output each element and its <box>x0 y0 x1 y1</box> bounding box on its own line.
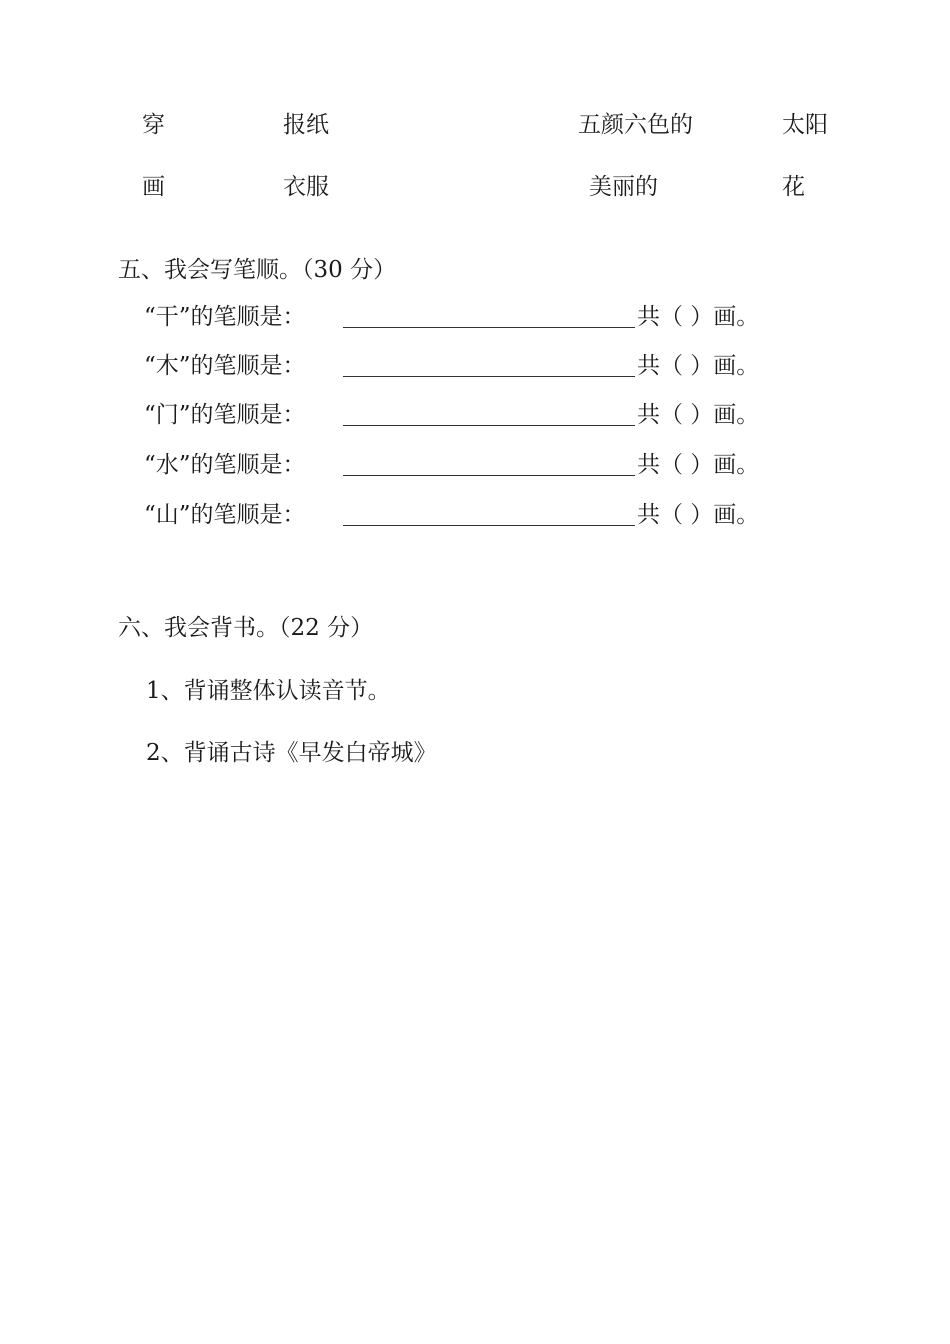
stroke-row-4-blank[interactable] <box>343 475 635 476</box>
stroke-row-3-count: 共（ ）画。 <box>637 402 760 428</box>
match-right-word-1: 五颜六色的 <box>578 112 693 138</box>
stroke-row-1-count: 共（ ）画。 <box>637 304 760 330</box>
match-right-word-2: 太阳 <box>782 112 828 138</box>
stroke-row-3-label: “门”的笔顺是： <box>144 402 306 428</box>
recitation-item-1: 1、背诵整体认读音节。 <box>146 678 391 704</box>
match-left-word-2: 报纸 <box>283 112 329 138</box>
stroke-row-4-label: “水”的笔顺是： <box>144 452 306 478</box>
recitation-item-2: 2、背诵古诗《早发白帝城》 <box>146 740 437 766</box>
match-left-word-1: 穿 <box>142 112 165 138</box>
match-right-word-4: 花 <box>782 174 805 200</box>
section-5-title: 五、我会写笔顺。（30 分） <box>118 257 397 283</box>
stroke-row-1-blank[interactable] <box>343 327 635 328</box>
stroke-row-5-count: 共（ ）画。 <box>637 502 760 528</box>
stroke-row-2-blank[interactable] <box>343 376 635 377</box>
stroke-row-5-blank[interactable] <box>343 525 635 526</box>
match-left-word-4: 衣服 <box>283 174 329 200</box>
stroke-row-5-label: “山”的笔顺是： <box>144 502 306 528</box>
stroke-row-2-count: 共（ ）画。 <box>637 353 760 379</box>
stroke-row-3-blank[interactable] <box>343 425 635 426</box>
section-6-title: 六、我会背书。（22 分） <box>118 615 374 641</box>
stroke-row-1-label: “干”的笔顺是： <box>144 304 306 330</box>
match-right-word-3: 美丽的 <box>589 174 658 200</box>
stroke-row-4-count: 共（ ）画。 <box>637 452 760 478</box>
match-left-word-3: 画 <box>142 174 165 200</box>
stroke-row-2-label: “木”的笔顺是： <box>144 353 306 379</box>
